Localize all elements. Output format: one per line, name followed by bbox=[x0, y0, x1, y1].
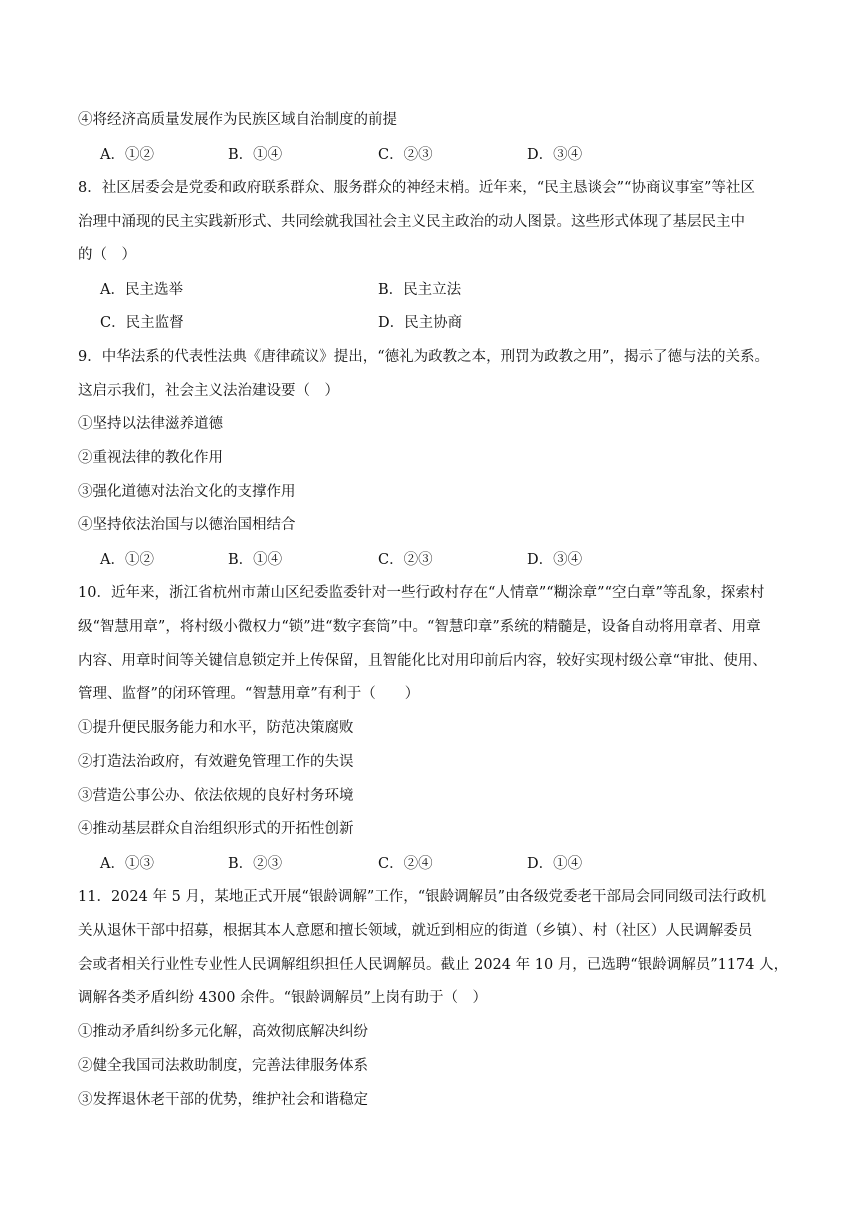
q9-stem-line-1: 9．中华法系的代表性法典《唐律疏议》提出，“德礼为政教之本，刑罚为政教之用”，揭示了德与法的关系。 bbox=[78, 349, 770, 365]
q9-option-b: B．①④ bbox=[228, 552, 283, 568]
q8-option-b: B．民主立法 bbox=[378, 282, 462, 298]
q11-stem-line-3: 会或者相关行业性专业性人民调解组织担任人民调解员。截止 2024 年 10 月，已选聘“银龄调解员”1174 人， bbox=[78, 957, 789, 973]
q9-statement-3: ③强化道德对法治文化的支撑作用 bbox=[78, 484, 296, 500]
q11-statement-3: ③发挥退休老干部的优势，维护社会和谐稳定 bbox=[78, 1092, 368, 1108]
q11-stem-line-4: 调解各类矛盾纠纷 4300 余件。“银龄调解员”上岗有助于（ ） bbox=[78, 990, 487, 1006]
q9-statement-2: ②重视法律的教化作用 bbox=[78, 450, 223, 466]
q7-option-c: C．②③ bbox=[378, 147, 433, 163]
q8-option-a: A．民主选举 bbox=[100, 282, 183, 298]
q9-stem-line-2: 这启示我们，社会主义法治建设要（ ） bbox=[78, 383, 339, 399]
q10-statement-2: ②打造法治政府，有效避免管理工作的失误 bbox=[78, 754, 354, 770]
q10-stem-line-3: 内容、用章时间等关键信息锁定并上传保留，且智能化比对用印前后内容，较好实现村级公章“审批、使用、 bbox=[78, 653, 767, 669]
q8-stem-line-3: 的（ ） bbox=[78, 247, 136, 263]
q10-stem-line-1: 10．近年来，浙江省杭州市萧山区纪委监委针对一些行政村存在“人情章”“糊涂章”“空白章”等乱象，探索村 bbox=[78, 585, 765, 601]
q10-option-c: C．②④ bbox=[378, 856, 433, 872]
q8-option-c: C．民主监督 bbox=[100, 315, 184, 331]
q10-statement-3: ③营造公事公办、依法依规的良好村务环境 bbox=[78, 788, 354, 804]
q9-option-a: A．①② bbox=[100, 552, 154, 568]
q10-option-a: A．①③ bbox=[100, 856, 154, 872]
q11-stem-line-2: 关从退休干部中招募，根据其本人意愿和擅长领域，就近到相应的街道（乡镇）、村（社区）人民调解委员 bbox=[78, 923, 753, 939]
q9-statement-4: ④坚持依法治国与以德治国相结合 bbox=[78, 517, 296, 533]
q10-option-d: D．①④ bbox=[527, 856, 583, 872]
q10-stem-line-2: 级“智慧用章”，将村级小微权力“锁”进“数字套筒”中。“智慧印章”系统的精髓是，设备自动将用章者、用章 bbox=[78, 619, 761, 635]
q9-option-c: C．②③ bbox=[378, 552, 433, 568]
q7-option-a: A．①② bbox=[100, 147, 154, 163]
q8-stem-line-1: 8．社区居委会是党委和政府联系群众、服务群众的神经末梢。近年来，“民主恳谈会”“协商议事室”等社区 bbox=[78, 180, 755, 196]
q10-statement-4: ④推动基层群众自治组织形式的开拓性创新 bbox=[78, 821, 354, 837]
q10-stem-line-4: 管理、监督”的闭环管理。“智慧用章”有利于（ ） bbox=[78, 686, 420, 702]
q7-option-b: B．①④ bbox=[228, 147, 283, 163]
q11-statement-2: ②健全我国司法救助制度，完善法律服务体系 bbox=[78, 1058, 368, 1074]
q7-statement-4: ④将经济高质量发展作为民族区域自治制度的前提 bbox=[78, 112, 397, 128]
q10-option-b: B．②③ bbox=[228, 856, 283, 872]
q8-option-d: D．民主协商 bbox=[378, 315, 463, 331]
q9-option-d: D．③④ bbox=[527, 552, 583, 568]
q8-stem-line-2: 治理中涌现的民主实践新形式、共同绘就我国社会主义民主政治的动人图景。这些形式体现了基层民主中 bbox=[78, 214, 745, 230]
q7-option-d: D．③④ bbox=[527, 147, 583, 163]
q11-statement-1: ①推动矛盾纠纷多元化解，高效彻底解决纠纷 bbox=[78, 1024, 368, 1040]
q9-statement-1: ①坚持以法律滋养道德 bbox=[78, 416, 223, 432]
q11-stem-line-1: 11．2024 年 5 月，某地正式开展“银龄调解”工作，“银龄调解员”由各级党委老干部局会同同级司法行政机 bbox=[78, 889, 767, 905]
q10-statement-1: ①提升便民服务能力和水平，防范决策腐败 bbox=[78, 720, 354, 736]
